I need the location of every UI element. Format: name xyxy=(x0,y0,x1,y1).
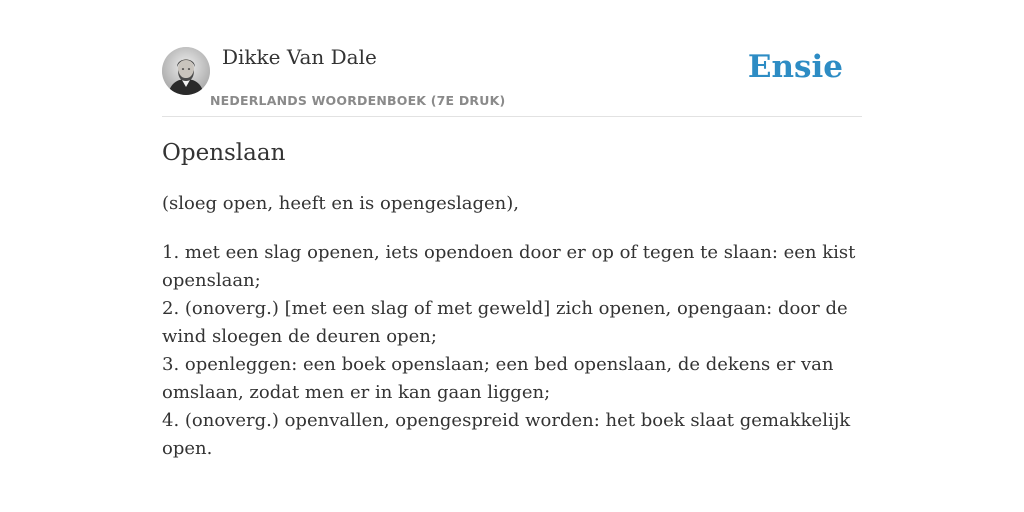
definition-item: 4. (onoverg.) openvallen, opengespreid worden: het boek slaat gemakkelijk open. xyxy=(162,410,851,459)
portrait-image xyxy=(162,47,210,95)
entry-grammar: (sloeg open, heeft en is opengeslagen), xyxy=(162,193,520,214)
definition-item: 1. met een slag openen, iets opendoen door er op of tegen te slaan: een kist openslaan; xyxy=(162,242,856,291)
dictionary-entry-card xyxy=(162,0,862,512)
author-name[interactable]: Dikke Van Dale xyxy=(222,45,377,69)
definition-item: 2. (onoverg.) [met een slag of met geweld] zich openen, opengaan: door de wind sloegen de deuren open; xyxy=(162,298,848,347)
ensie-logo[interactable]: Ensie xyxy=(747,49,843,85)
definition-list xyxy=(162,239,862,463)
author-avatar[interactable] xyxy=(162,47,210,95)
entry-title: Openslaan xyxy=(162,140,286,166)
definition-item: 3. openleggen: een boek openslaan; een bed openslaan, de dekens er van omslaan, zodat men er in kan gaan liggen; xyxy=(162,354,834,403)
entry-header xyxy=(162,0,862,117)
source-title[interactable]: NEDERLANDS WOORDENBOEK (7E DRUK) xyxy=(210,93,506,108)
